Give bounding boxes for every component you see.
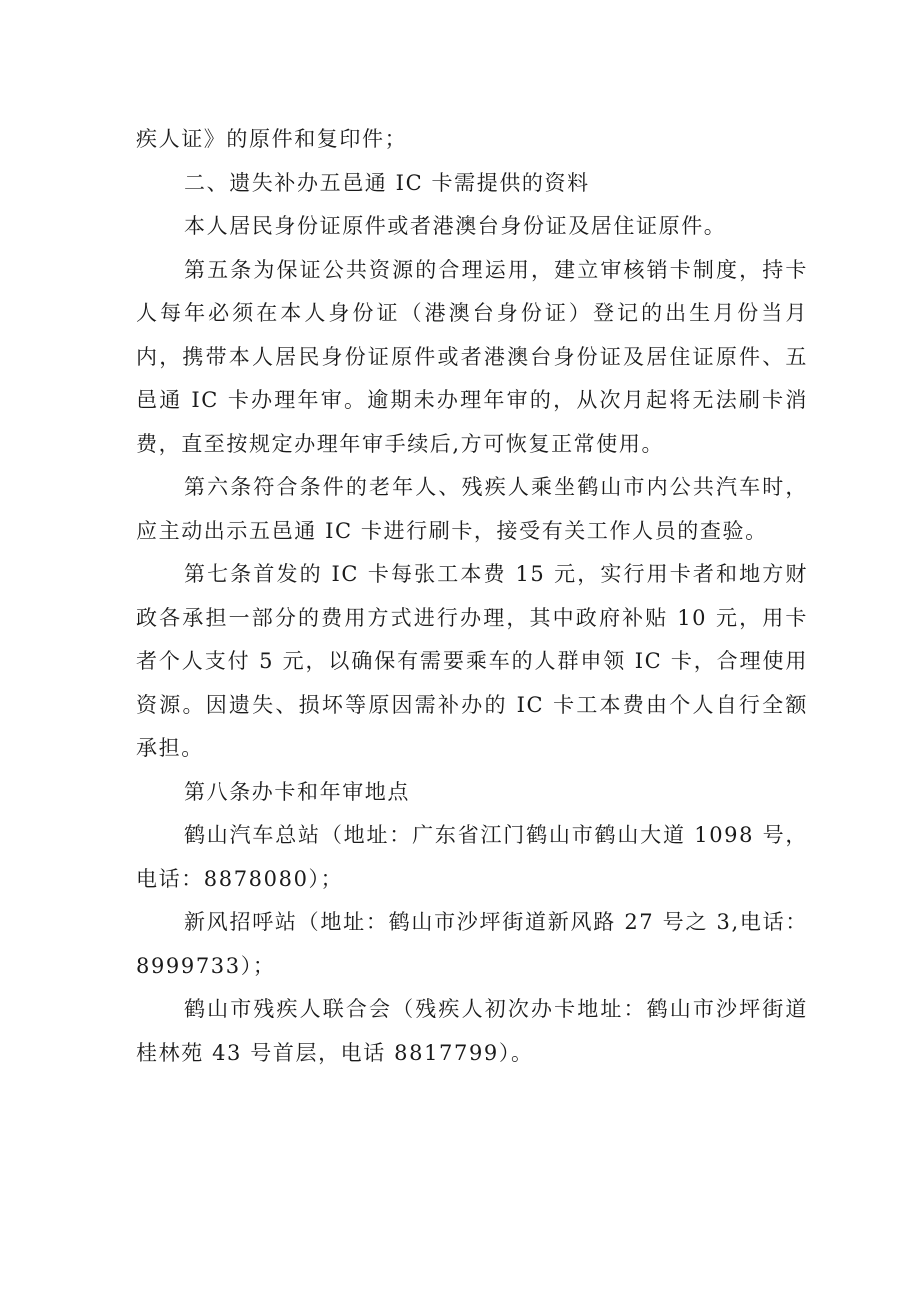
- document-body: [136, 118, 808, 1075]
- paragraph-location-xinfeng-stop: 新风招呼站（地址：鹤山市沙坪街道新风路 27 号之 3,电话：8999733）；: [136, 910, 808, 978]
- paragraph-article-6: 第六条符合条件的老年人、残疾人乘坐鹤山市内公共汽车时，应主动出示五邑通 IC 卡进行刷卡，接受有关工作人员的查验。: [136, 475, 808, 543]
- paragraph-article-8-heading: 第八条办卡和年审地点: [184, 779, 410, 804]
- paragraph-article-7: 第七条首发的 IC 卡每张工本费 15 元，实行用卡者和地方财政各承担一部分的费用方式进行办理，其中政府补贴 10 元，用卡者个人支付 5 元，以确保有需要乘车的人群申领 IC 卡，合理使用资源。因遗失、损坏等原因需补办的 IC 卡工本费由个人自行全额承担。: [136, 562, 808, 760]
- paragraph-location-bus-station: 鹤山汽车总站（地址：广东省江门鹤山市鹤山大道 1098 号，电话：8878080）；: [136, 823, 808, 891]
- paragraph-lost-card-materials: 本人居民身份证原件或者港澳台身份证及居住证原件。: [184, 214, 727, 238]
- paragraph-article-5: 第五条为保证公共资源的合理运用，建立审核销卡制度，持卡人每年必须在本人身份证（港澳台身份证）登记的出生月份当月内，携带本人居民身份证原件或者港澳台身份证及居住证原件、五邑通 IC 卡办理年审。逾期未办理年审的，从次月起将无法刷卡消费，直至按规定办理年审手续后,方可恢复正常使用。: [136, 257, 808, 456]
- paragraph-continuation: 疾人证》的原件和复印件；: [136, 127, 408, 151]
- section-heading-lost-card: 二、遗失补办五邑通 IC 卡需提供的资料: [184, 170, 590, 195]
- paragraph-location-disabled-federation: 鹤山市残疾人联合会（残疾人初次办卡地址：鹤山市沙坪街道桂林苑 43 号首层，电话 8817799）。: [136, 997, 808, 1065]
